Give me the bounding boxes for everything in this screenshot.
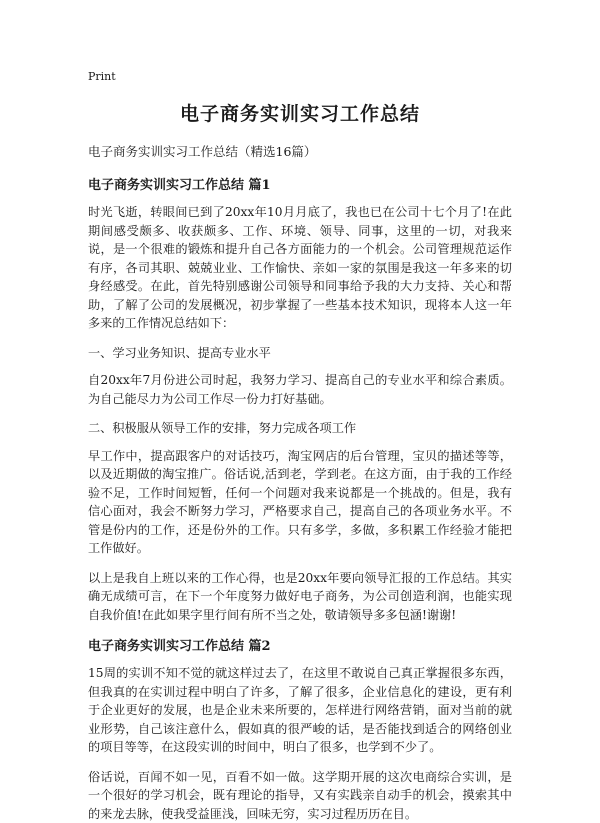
section-1-paragraph: 自20xx年7月份进公司时起，我努力学习、提高自己的专业水平和综合素质。为自己能尽力为公司工作尽一份力打好基础。 [88,371,512,408]
section-heading-2: 电子商务实训实习工作总结 篇2 [88,635,512,654]
document-subtitle: 电子商务实训实习工作总结（精选16篇） [88,142,512,160]
section-2-paragraph: 15周的实训不知不觉的就这样过去了，在这里不敢说自己真正掌握很多东西，但我真的在实训过程中明白了许多，了解了很多，企业信息化的建设，更有利于企业更好的发展，也是企业未来所要的，怎样进行网络营销，面对当前的就业形势，自己该注意什么，假如真的很严峻的话，是否能找到适合的网络创业的项目等等，在这段实训的时间中，明白了很多，也学到不少了。 [88,664,512,757]
document-title: 电子商务实训实习工作总结 [88,99,512,126]
section-1-paragraph: 早工作中，提高跟客户的对话技巧，淘宝网店的后台管理，宝贝的描述等等，以及近期做的淘宝推广。俗话说,活到老，学到老。在这方面，由于我的工作经验不足，工作时间短暂，任何一个问题对我来说都是一个挑战的。但是，我有信心面对，我会不断努力学习，严格要求自己，提高自己的各项业务水平。不管是份内的工作，还是份外的工作。只有多学，多做，多积累工作经验才能把工作做好。 [88,447,512,558]
section-1-subheading: 二、积极服从领导工作的安排，努力完成各项工作 [88,419,512,438]
section-heading-1: 电子商务实训实习工作总结 篇1 [88,174,512,193]
print-label: Print [88,70,512,83]
section-1-subheading: 一、学习业务知识、提高专业水平 [88,344,512,363]
section-2-paragraph: 俗话说，百闻不如一见，百看不如一做。这学期开展的这次电商综合实训，是一个很好的学习机会，既有理论的指导，又有实践亲自动手的机会，摸索其中的来龙去脉，使我受益匪浅，回味无穷，实习过程历历在目。 [88,768,512,823]
section-1-paragraph: 以上是我自上班以来的工作心得，也是20xx年要向领导汇报的工作总结。其实确无成绩可言，在下一个年度努力做好电子商务，为公司创造利润，也能实现自我价值!在此如果字里行间有所不当之处，敬请领导多多包涵!谢谢! [88,569,512,625]
section-1-paragraph: 时光飞逝，转眼间已到了20xx年10月月底了，我也已在公司十七个月了!在此期间感受颇多、收获颇多、工作、环境、领导、同事，这里的一切，对我来说，是一个很难的锻炼和提升自己各方面能力的一个机会。公司管理规范运作有序，各司其职、兢兢业业、工作愉快、亲如一家的氛围是我这一年多来的切身经感受。在此，首先特别感谢公司领导和同事给予我的大力支持、关心和帮助，了解了公司的发展概况，初步掌握了一些基本技术知识，现将本人这一年多来的工作情况总结如下： [88,203,512,333]
